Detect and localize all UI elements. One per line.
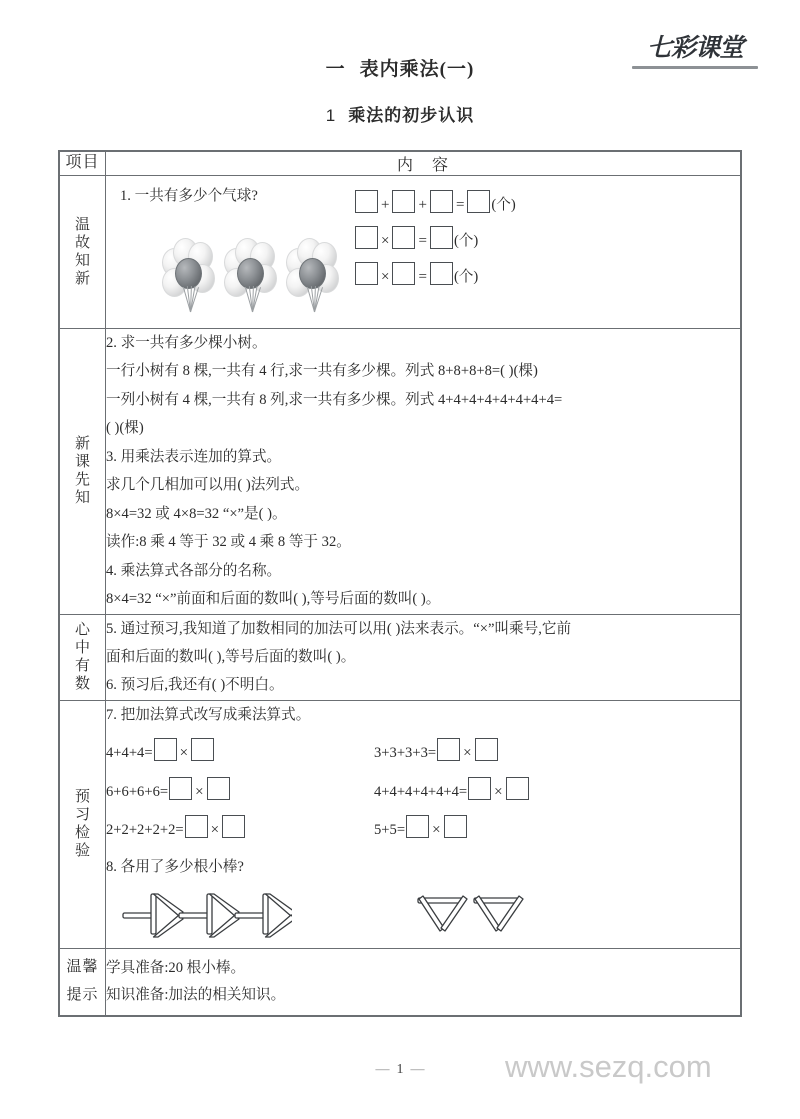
worksheet-table [58, 150, 742, 1017]
answer-box[interactable] [207, 777, 230, 800]
answer-box[interactable] [355, 262, 378, 285]
row-content-test [106, 700, 742, 948]
question-8-text: 8. 各用了多少根小棒? [106, 859, 244, 876]
preview-line-4: ( )(棵) [106, 420, 144, 437]
rewrite-left-text-1: 4+4+4= [106, 745, 153, 762]
answer-box[interactable] [355, 226, 378, 249]
row-label-review [59, 176, 106, 329]
answer-box[interactable] [468, 777, 491, 800]
table-row-test [59, 700, 741, 948]
watermark: www.sezq.com [505, 1049, 712, 1084]
row-content-tips [106, 948, 742, 1015]
matchstick-group-arrows [122, 888, 292, 954]
matchstick-illustration [106, 886, 740, 948]
triangle-shapes-svg [416, 892, 526, 938]
selfcheck-line-3: 6. 预习后,我还有( )不明白。 [106, 677, 284, 694]
row-label-selfcheck-text: 心中有数 [74, 621, 90, 692]
preview-line-5: 3. 用乘法表示连加的算式。 [106, 448, 282, 465]
matchstick-group-triangles [416, 892, 526, 948]
answer-box[interactable] [467, 190, 490, 213]
answer-box[interactable] [154, 738, 177, 761]
equation-unit: (个) [491, 197, 516, 213]
page-number-value: 1 [396, 1062, 404, 1077]
lesson-number: 1 [325, 106, 337, 125]
rewrite-expr-right-2: 4+4+4+4+4+4= × [374, 777, 530, 807]
rewrite-expr-left-3: 2+2+2+2+2= × [106, 815, 374, 845]
equation-row-mul-1: × = (个) [354, 226, 516, 250]
table-row-preview [59, 329, 741, 615]
answer-box[interactable] [430, 262, 453, 285]
rewrite-left-text-2: 6+6+6+6= [106, 783, 169, 800]
row-label-review-text: 温故知新 [74, 216, 90, 287]
row-label-test [59, 700, 106, 948]
preview-line-7: 8×4=32 或 4×8=32 “×”是( )。 [106, 505, 287, 522]
header-cell-item: 项目 [59, 151, 106, 176]
table-row-selfcheck [59, 614, 741, 700]
preview-line-1: 2. 求一共有多少棵小树。 [106, 335, 267, 351]
question-1-text: 1. 一共有多少个气球? [120, 188, 258, 204]
lesson-title [0, 101, 800, 126]
answer-box[interactable] [392, 262, 415, 285]
answer-box[interactable] [506, 777, 529, 800]
rewrite-right-text-1: 3+3+3+3= [374, 745, 437, 762]
answer-box[interactable] [355, 190, 378, 213]
selfcheck-line-2: 面和后面的数叫( ),等号后面的数叫( )。 [106, 648, 356, 665]
answer-box[interactable] [444, 815, 467, 838]
rewrite-expr-right-3: 5+5= × [374, 815, 468, 845]
rewrite-right-text-3: 5+5= [374, 821, 406, 838]
preview-line-6: 求几个几相加可以用( )法列式。 [106, 477, 310, 494]
equation-group-balloons [354, 190, 516, 298]
question-7-text: 7. 把加法算式改写成乘法算式。 [106, 706, 311, 723]
header-content-right: 容 [432, 157, 450, 174]
page-dash-left: — [375, 1062, 390, 1077]
row-label-selfcheck [59, 614, 106, 700]
row-label-preview [59, 329, 106, 615]
rewrite-row-2 [106, 777, 740, 807]
rewrite-left-text-3: 2+2+2+2+2= [106, 821, 184, 838]
preview-line-3: 一列小树有 4 棵,一共有 8 列,求一共有多少棵。列式 4+4+4+4+4+4+4+4= [106, 391, 563, 408]
answer-box[interactable] [392, 226, 415, 249]
page-dash-right: — [410, 1062, 425, 1077]
answer-box[interactable] [185, 815, 208, 838]
preview-line-8: 读作:8 乘 4 等于 32 或 4 乘 8 等于 32。 [106, 534, 351, 551]
rewrite-row-3 [106, 815, 740, 845]
answer-box[interactable] [475, 738, 498, 761]
chapter-title-text: 表内乘法(一) [359, 59, 475, 80]
answer-box[interactable] [406, 815, 429, 838]
chapter-title [0, 54, 800, 81]
equation-row-add: + + = (个) [354, 190, 516, 214]
row-content-review [106, 176, 742, 329]
preview-line-2: 一行小树有 8 棵,一共有 4 行,求一共有多少棵。列式 8+8+8+8=( )(棵) [106, 363, 538, 380]
arrow-shapes-svg [122, 888, 292, 944]
rewrite-row-1 [106, 738, 740, 768]
row-content-preview [106, 329, 742, 615]
lesson-title-text: 乘法的初步认识 [348, 106, 475, 125]
row-content-selfcheck [106, 614, 742, 700]
table-row-review [59, 176, 741, 329]
answer-box[interactable] [437, 738, 460, 761]
rewrite-expr-right-1: 3+3+3+3= × [374, 738, 499, 768]
preview-line-10: 8×4=32 “×”前面和后面的数叫( ),等号后面的数叫( )。 [106, 591, 441, 608]
preview-line-9: 4. 乘法算式各部分的名称。 [106, 562, 282, 579]
answer-box[interactable] [169, 777, 192, 800]
rewrite-expr-left-1: 4+4+4= × [106, 738, 374, 768]
brand-logo-text: 七彩课堂 [646, 35, 743, 62]
equation-row-mul-2: × = (个) [354, 262, 516, 286]
chapter-number: 一 [325, 59, 346, 80]
balloon-illustration [162, 238, 342, 313]
selfcheck-line-1: 5. 通过预习,我知道了加数相同的加法可以用( )法来表示。“×”叫乘号,它前 [106, 620, 572, 637]
answer-box[interactable] [222, 815, 245, 838]
header-cell-content [106, 151, 742, 176]
table-row-tips [59, 948, 741, 1015]
tip-line-2: 知识准备:加法的相关知识。 [106, 986, 286, 1003]
row-label-tips [59, 948, 106, 1015]
rewrite-expr-left-2: 6+6+6+6= × [106, 777, 374, 807]
answer-box[interactable] [191, 738, 214, 761]
answer-box[interactable] [430, 190, 453, 213]
rewrite-right-text-2: 4+4+4+4+4+4= [374, 783, 468, 800]
row-label-tips-line1: 温馨 [66, 958, 99, 975]
answer-box[interactable] [392, 190, 415, 213]
tip-line-1: 学具准备:20 根小棒。 [106, 959, 246, 976]
equation-unit: (个) [453, 233, 479, 249]
answer-box[interactable] [430, 226, 453, 249]
row-label-preview-text: 新课先知 [74, 435, 90, 506]
row-label-tips-line2: 提示 [66, 986, 99, 1003]
row-label-test-text: 预习检验 [74, 788, 90, 859]
equation-unit: (个) [453, 269, 479, 285]
header-content-left: 内 [396, 157, 414, 174]
table-header-row [59, 151, 741, 176]
